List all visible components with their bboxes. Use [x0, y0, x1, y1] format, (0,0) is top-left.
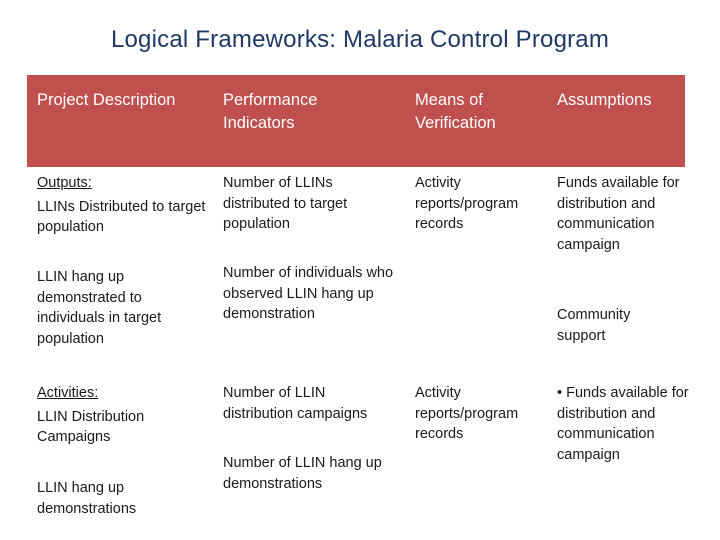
- outputs-desc-2: LLIN hang up demonstrated to individuals in target population: [37, 269, 162, 347]
- activities-desc-1: LLIN Distribution Campaigns: [37, 408, 145, 445]
- outputs-description-cell: [37, 173, 207, 238]
- outputs-assumption-2: Community support: [557, 307, 631, 344]
- activities-indicator-1: Number of LLIN distribution campaigns: [223, 385, 368, 422]
- outputs-means: Activity reports/program records: [415, 175, 519, 232]
- page-title: Logical Frameworks: Malaria Control Program: [110, 26, 610, 53]
- outputs-indicator-1: Number of LLINs distributed to target population: [223, 175, 348, 232]
- activities-indicator-2: Number of LLIN hang up demonstrations: [223, 455, 382, 492]
- activities-assumption: • Funds available for distribution and communication campaign: [557, 385, 689, 463]
- activities-label: Activities:: [37, 385, 99, 401]
- header-performance-line1: Performance: [223, 91, 318, 109]
- header-assumptions: Assumptions: [557, 91, 652, 109]
- activities-description-cell: [37, 383, 207, 448]
- header-means-line2: Verification: [415, 114, 496, 132]
- outputs-indicator-2: Number of individuals who observed LLIN hang up demonstration: [223, 265, 394, 322]
- activities-desc-2: LLIN hang up demonstrations: [37, 480, 137, 517]
- outputs-assumption-1: Funds available for distribution and communication campaign: [557, 175, 680, 253]
- header-means-of-verification: [415, 89, 555, 135]
- outputs-desc-1: LLINs Distributed to target population: [37, 198, 206, 235]
- activities-means: Activity reports/program records: [415, 385, 519, 442]
- outputs-label: Outputs:: [37, 175, 92, 191]
- header-project-description: Project Description: [37, 91, 176, 109]
- header-means-line1: Means of: [415, 91, 483, 109]
- header-performance-indicators: [223, 89, 403, 135]
- header-performance-line2: Indicators: [223, 114, 295, 132]
